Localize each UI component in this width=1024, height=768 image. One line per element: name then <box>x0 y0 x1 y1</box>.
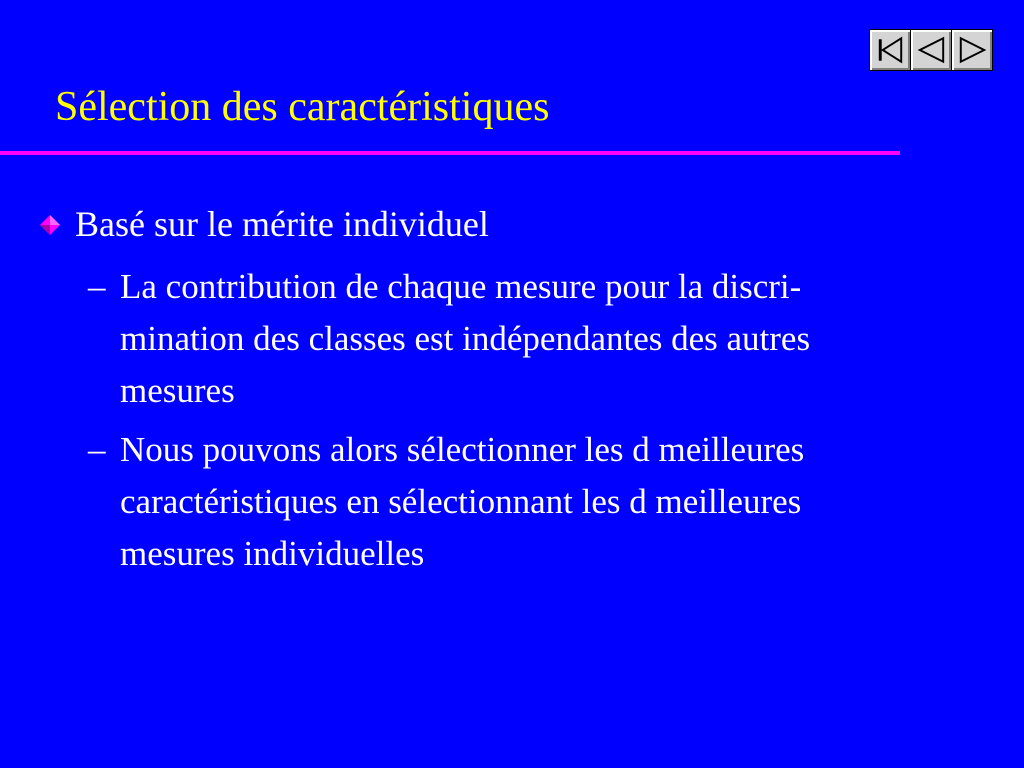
previous-slide-icon <box>911 30 951 70</box>
first-slide-icon <box>870 30 910 70</box>
sub-item-line: caractéristiques en sélectionnant les d meilleures <box>120 482 802 521</box>
slide-title: Sélection des caractéristiques <box>55 84 550 130</box>
title-divider <box>0 151 900 155</box>
sub-item-dash: – <box>88 267 106 306</box>
sub-item-line: mination des classes est indépendantes des autres <box>120 319 811 358</box>
first-slide-button[interactable] <box>870 30 910 70</box>
sub-item-line: Nous pouvons alors sélectionner les d meilleures <box>120 430 805 469</box>
sub-item-line: mesures individuelles <box>120 534 425 573</box>
diamond-bullet-icon <box>40 215 60 235</box>
bullet-text: Basé sur le mérite individuel <box>75 204 489 244</box>
next-slide-icon <box>952 30 992 70</box>
next-slide-button[interactable] <box>951 30 992 70</box>
slide-navigation <box>869 29 993 71</box>
sub-item-line: mesures <box>120 371 235 410</box>
previous-slide-button[interactable] <box>910 30 951 70</box>
sub-item-line: La contribution de chaque mesure pour la discri- <box>120 267 802 306</box>
sub-item-dash: – <box>88 430 106 469</box>
